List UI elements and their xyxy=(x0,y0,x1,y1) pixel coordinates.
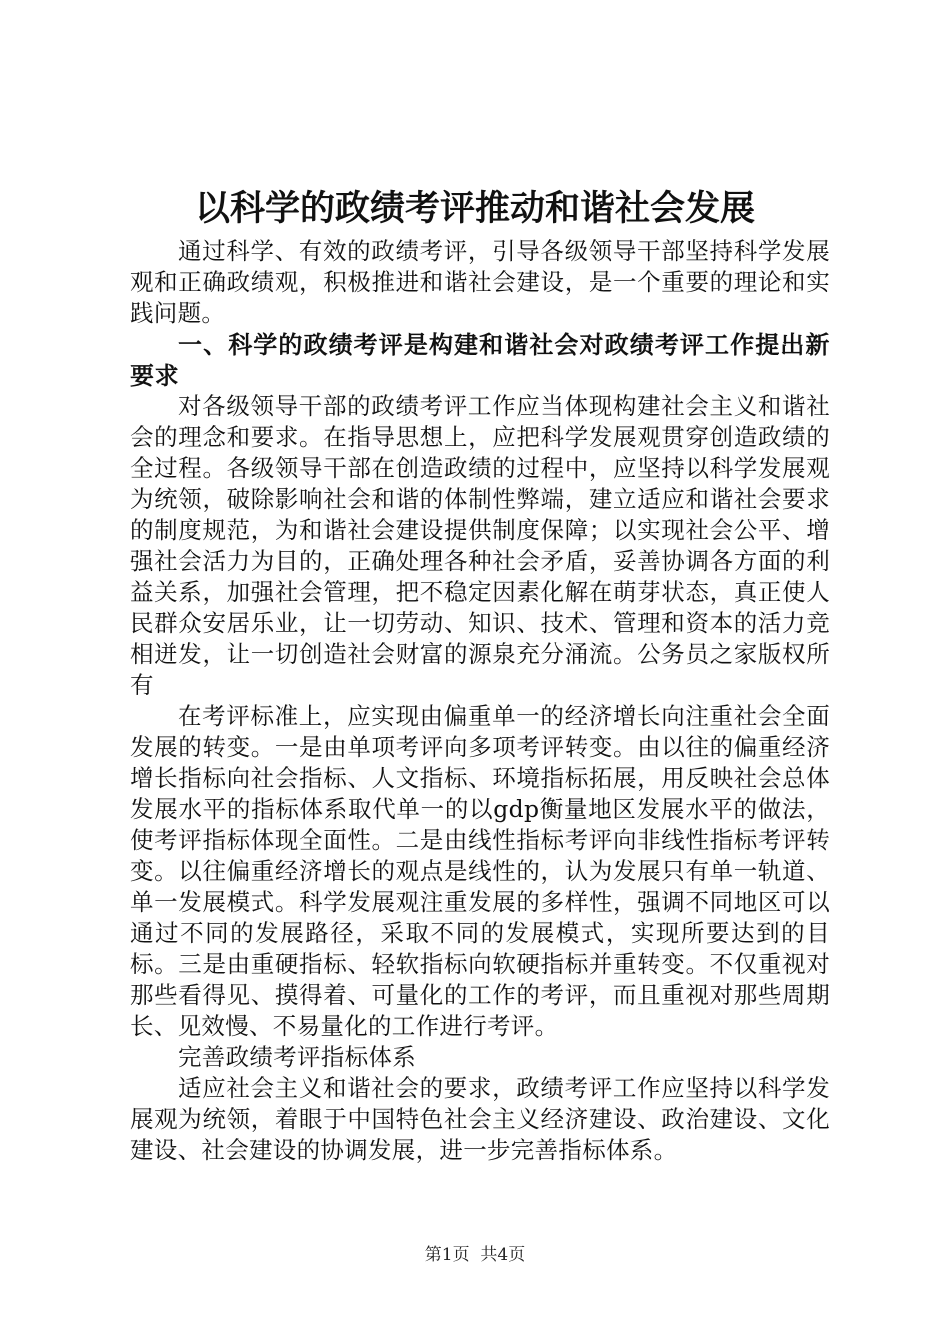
intro-paragraph: 通过科学、有效的政绩考评，引导各级领导干部坚持科学发展观和正确政绩观，积极推进和谐社会建设，是一个重要的理论和实践问题。 xyxy=(130,237,830,327)
subheading-paragraph: 完善政绩考评指标体系 xyxy=(178,1043,416,1071)
body-paragraph: 适应社会主义和谐社会的要求，政绩考评工作应坚持以科学发展观为统领，着眼于中国特色社会主义经济建设、政治建设、文化建设、社会建设的协调发展，进一步完善指标体系。 xyxy=(130,1074,830,1164)
document-title: 以科学的政绩考评推动和谐社会发展 xyxy=(194,188,755,229)
body-paragraph: 在考评标准上，应实现由偏重单一的经济增长向注重社会全面发展的转变。一是由单项考评向多项考评转变。由以往的偏重经济增长指标向社会指标、人文指标、环境指标拓展，用反映社会总体发展水平的指标体系取代单一的以gdp衡量地区发展水平的做法，使考评指标体现全面性。二是由线性指标考评向非线性指标考评转变。以往偏重经济增长的观点是线性的，认为发展只有单一轨道、单一发展模式。科学发展观注重发展的多样性，强调不同地区可以通过不同的发展路径，采取不同的发展模式，实现所要达到的目标。三是由重硬指标、轻软指标向软硬指标并重转变。不仅重视对那些看得见、摸得着、可量化的工作的考评，而且重视对那些周期长、见效慢、不易量化的工作进行考评。 xyxy=(130,702,830,1040)
document-body xyxy=(130,236,830,1166)
body-paragraph: 对各级领导干部的政绩考评工作应当体现构建社会主义和谐社会的理念和要求。在指导思想上，应把科学发展观贯穿创造政绩的全过程。各级领导干部在创造政绩的过程中，应坚持以科学发展观为统领，破除影响社会和谐的体制性弊端，建立适应和谐社会要求的制度规范，为和谐社会建设提供制度保障；以实现社会公平、增强社会活力为目的，正确处理各种社会矛盾，妥善协调各方面的利益关系，加强社会管理，把不稳定因素化解在萌芽状态，真正使人民群众安居乐业，让一切劳动、知识、技术、管理和资本的活力竞相迸发，让一切创造社会财富的源泉充分涌流。公务员之家版权所有 xyxy=(130,392,830,699)
page-number-footer: 第1页 共4页 xyxy=(424,1245,526,1265)
section-heading-1: 一、科学的政绩考评是构建和谐社会对政绩考评工作提出新要求 xyxy=(130,330,830,390)
